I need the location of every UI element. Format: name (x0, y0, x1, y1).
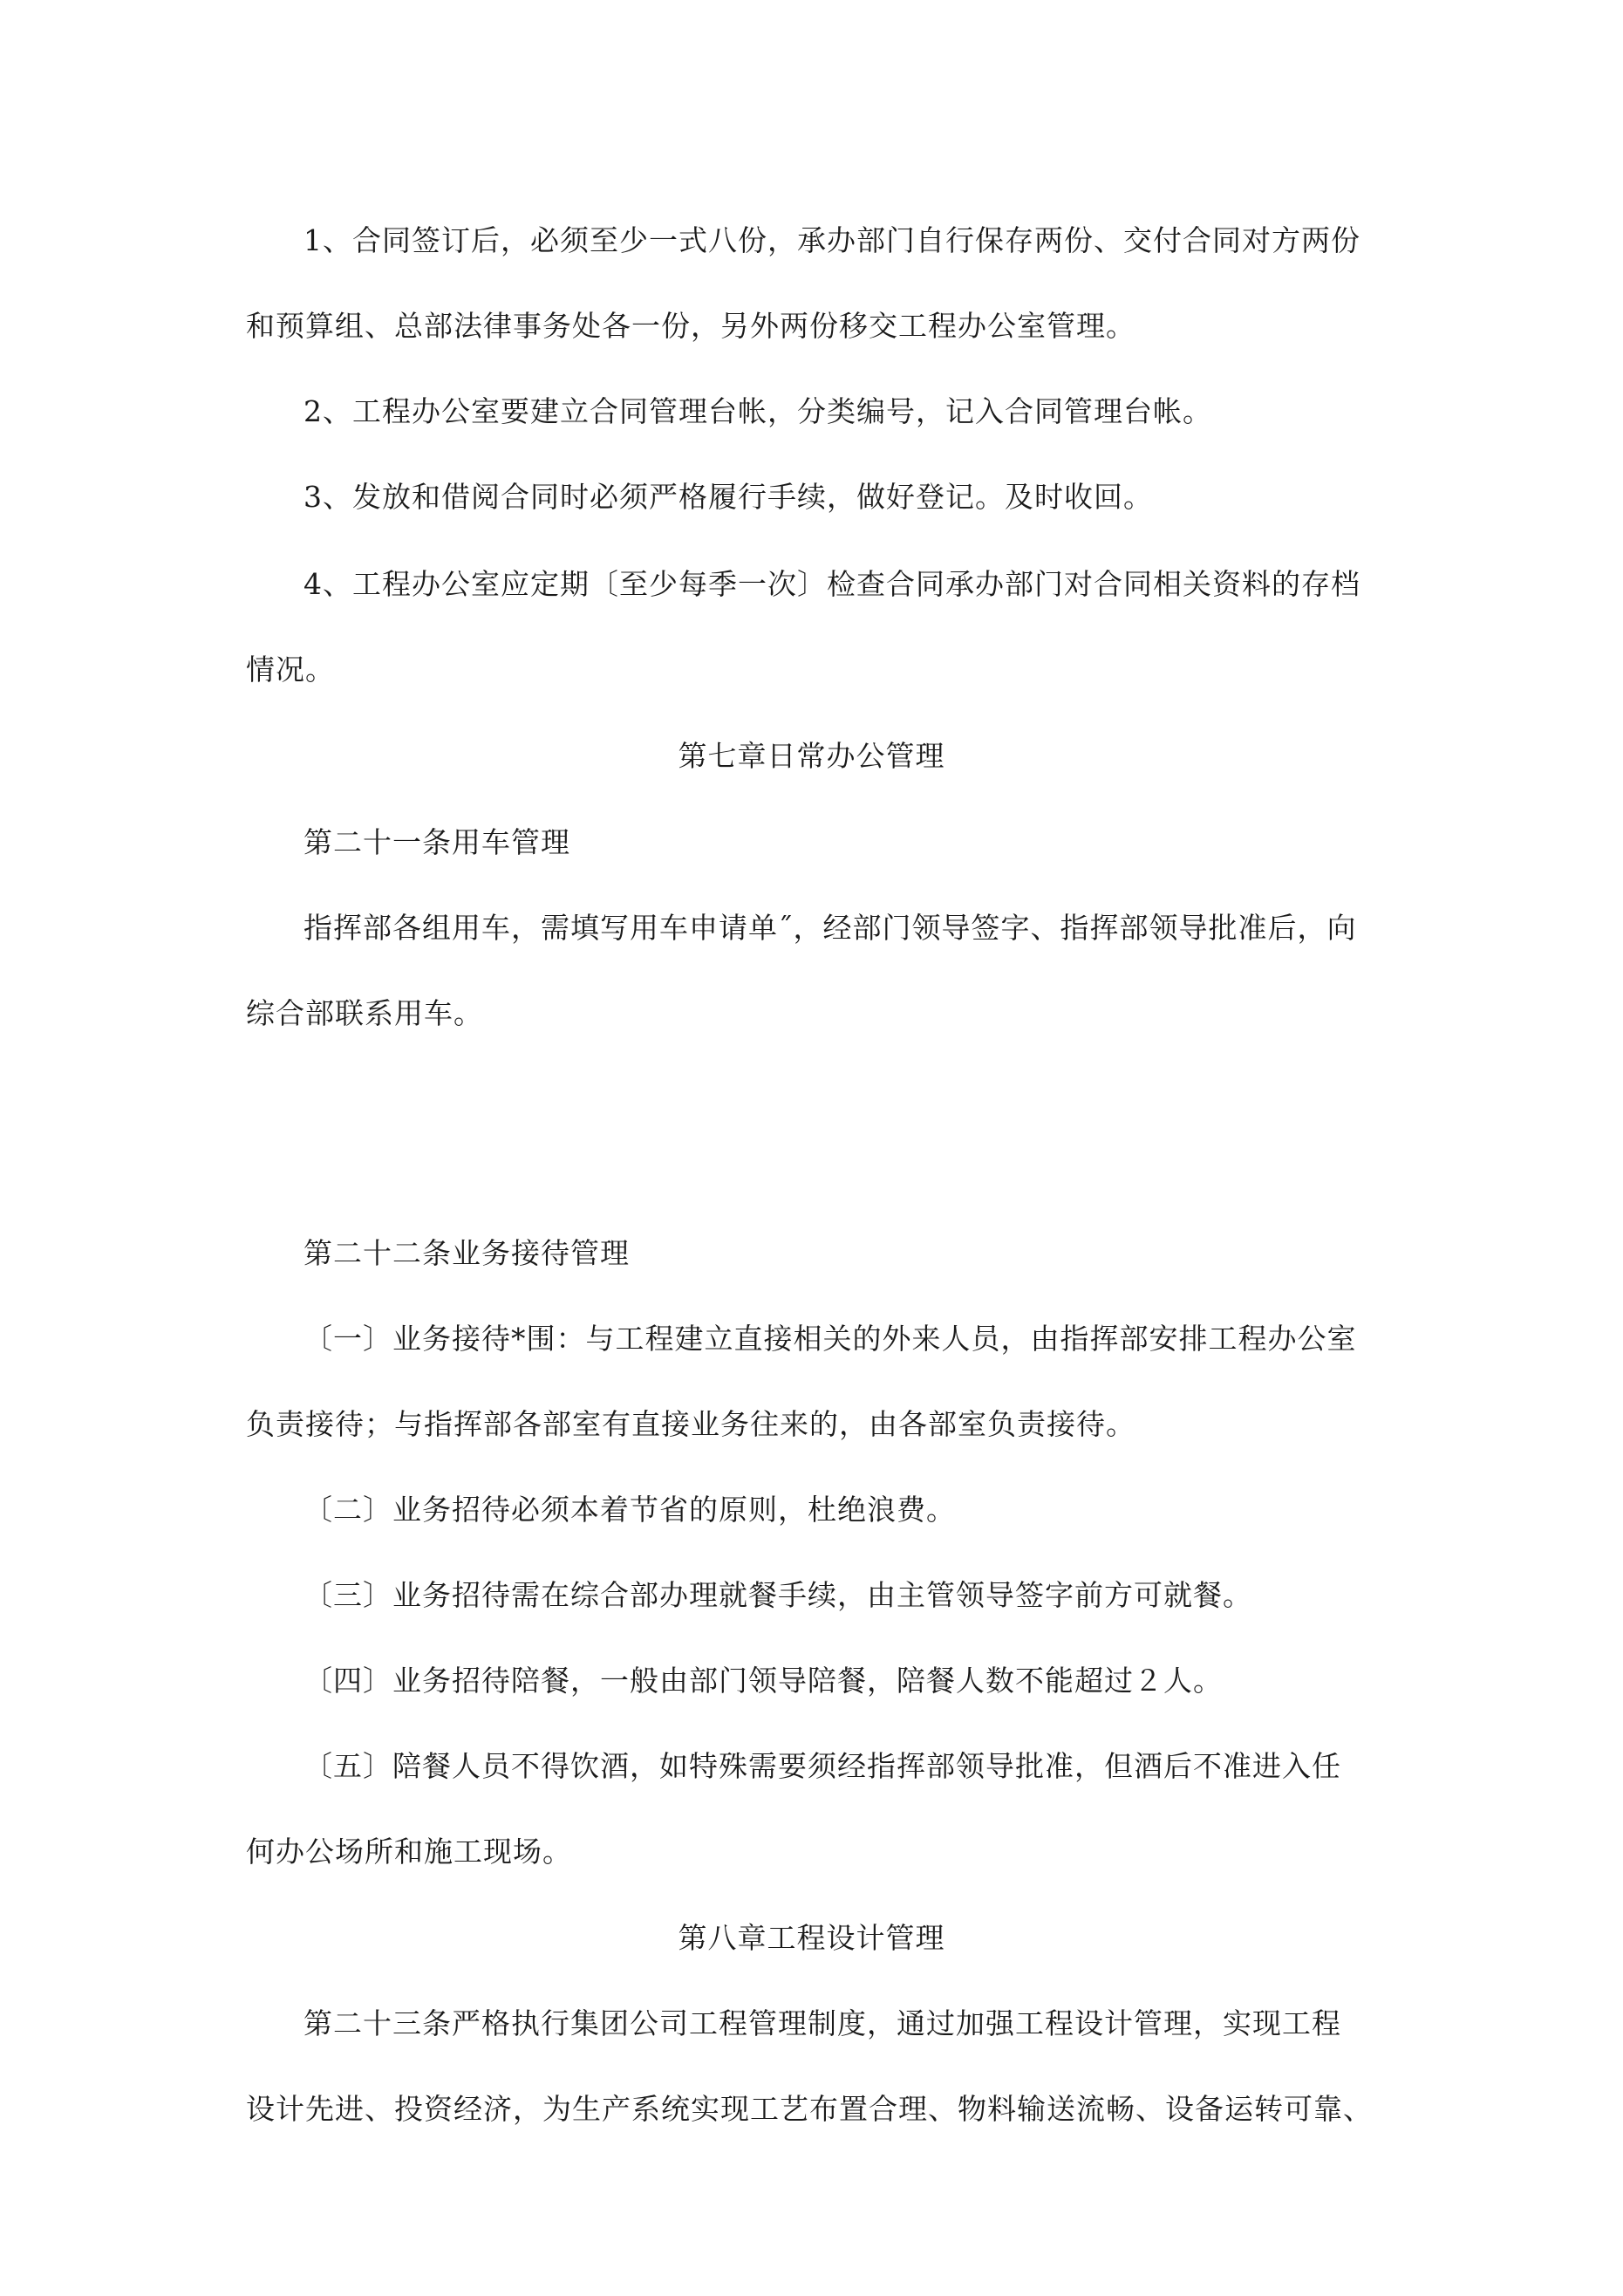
article-22-item-5-line-2: 何办公场所和施工现场。 (246, 1835, 572, 1869)
article-22-item-5-line-1: 〔五〕陪餐人员不得饮酒，如特殊需要须经指挥部领导批准，但酒后不准进入任 (303, 1749, 1341, 1783)
article-21-title: 第二十一条用车管理 (303, 825, 570, 859)
chapter-8-heading: 第八章工程设计管理 (678, 1921, 945, 1955)
article-21-line-1: 指挥部各组用车，需填写用车申请单˝，经部门领导签字、指挥部领导批准后，向 (303, 911, 1357, 945)
contract-item-1-line-2: 和预算组、总部法律事务处各一份，另外两份移交工程办公室管理。 (246, 309, 1135, 343)
article-22-title: 第二十二条业务接待管理 (303, 1236, 630, 1270)
article-22-item-3: 〔三〕业务招待需在综合部办理就餐手续，由主管领导签字前方可就餐。 (303, 1578, 1252, 1612)
contract-item-3: 3、发放和借阅合同时必须严格履行手续，做好登记。及时收回。 (303, 480, 1153, 514)
contract-item-4-line-1: 4、工程办公室应定期〔至少每季一次〕检查合同承办部门对合同相关资料的存档 (303, 567, 1360, 601)
contract-item-2: 2、工程办公室要建立合同管理台帐，分类编号，记入合同管理台帐。 (303, 394, 1212, 428)
article-22-item-2: 〔二〕业务招待必须本着节省的原则，杜绝浪费。 (303, 1493, 956, 1527)
article-23-line-2: 设计先进、投资经济，为生产系统实现工艺布置合理、物料输送流畅、设备运转可靠、 (246, 2092, 1373, 2126)
article-23-line-1: 第二十三条严格执行集团公司工程管理制度，通过加强工程设计管理，实现工程 (303, 2006, 1341, 2040)
chapter-7-heading: 第七章日常办公管理 (678, 739, 945, 773)
article-21-line-2: 综合部联系用车。 (246, 996, 483, 1030)
contract-item-1-line-1: 1、合同签订后，必须至少一式八份，承办部门自行保存两份、交付合同对方两份 (303, 223, 1360, 257)
article-22-item-4: 〔四〕业务招待陪餐，一般由部门领导陪餐，陪餐人数不能超过２人。 (303, 1664, 1223, 1698)
contract-item-4-line-2: 情况。 (246, 653, 335, 687)
article-22-item-1-line-1: 〔一〕业务接待*围：与工程建立直接相关的外来人员，由指挥部安排工程办公室 (303, 1322, 1357, 1356)
article-22-item-1-line-2: 负责接待；与指挥部各部室有直接业务往来的，由各部室负责接待。 (246, 1407, 1135, 1441)
